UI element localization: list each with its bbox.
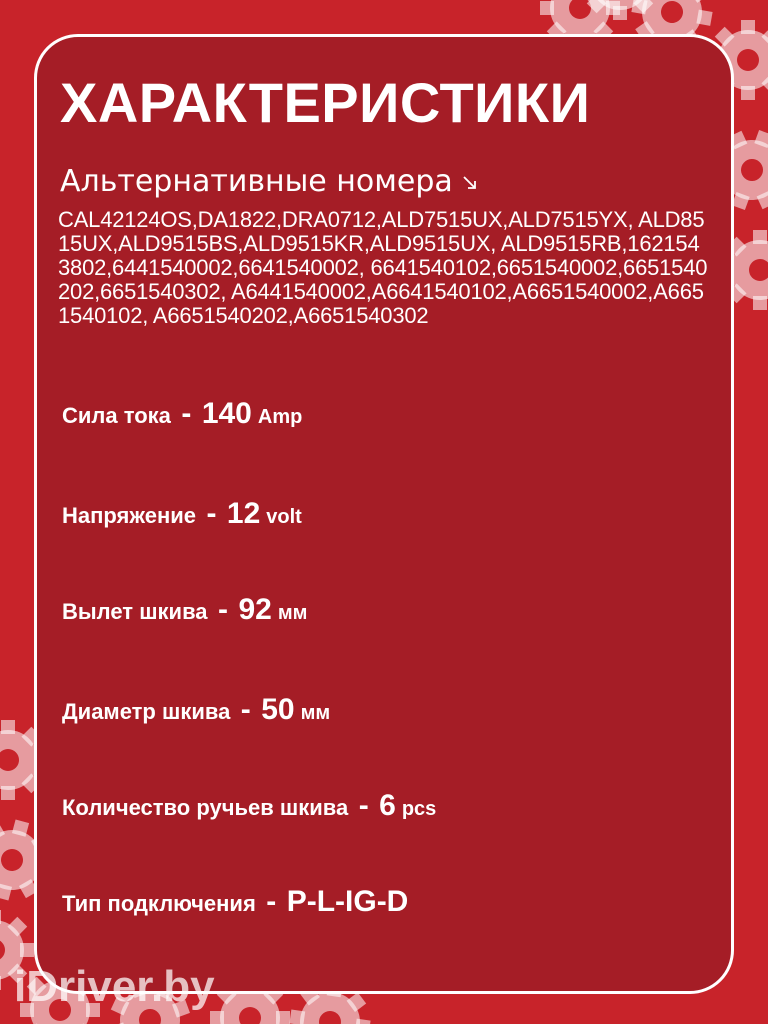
spec-label: Напряжение	[62, 503, 196, 528]
spec-pulley-diameter	[62, 690, 330, 735]
spec-label: Тип подключения	[62, 891, 256, 916]
spec-unit: volt	[266, 506, 302, 528]
spec-current	[62, 394, 302, 439]
arrow-down-right-icon	[463, 176, 477, 190]
spec-pulley-grooves	[62, 786, 436, 831]
spec-separator: -	[218, 593, 228, 626]
spec-label: Диаметр шкива	[62, 699, 231, 724]
spec-unit: Amp	[257, 406, 303, 428]
spec-voltage	[62, 494, 302, 539]
spec-value: 140	[201, 397, 252, 430]
spec-value: 12	[226, 497, 261, 530]
spec-value: 50	[261, 693, 295, 726]
spec-separator: -	[266, 885, 277, 918]
spec-connection-type	[62, 882, 414, 927]
spec-separator: -	[181, 397, 192, 430]
spec-separator: -	[206, 497, 217, 530]
alternative-numbers-heading	[60, 162, 477, 202]
alternative-numbers-heading-text: Альтернативные номера	[60, 164, 453, 199]
spec-label: Сила тока	[62, 403, 171, 428]
spec-unit: мм	[277, 602, 308, 624]
spec-value: 6	[379, 789, 396, 822]
spec-label: Вылет шкива	[62, 599, 208, 624]
spec-value: 92	[238, 593, 272, 626]
spec-unit: мм	[300, 702, 331, 724]
spec-unit: pcs	[401, 798, 437, 820]
spec-pulley-offset	[62, 590, 307, 635]
spec-separator: -	[240, 693, 251, 726]
spec-label: Количество ручьев шкива	[62, 795, 349, 820]
site-watermark: iDriver.by	[14, 962, 215, 1011]
alternative-numbers-list: CAL42124OS,DA1822,DRA0712,ALD7515UX,ALD7515YX, ALD8515UX,ALD9515BS,ALD9515KR,ALD9515UX, ALD9515RB,1621543802,6441540002,6641540002, 6641540102,6651540002,6651540202,6651540302, A6441540002,A6641540102,A6651540002,A6651540102, A6651540202,A6651540302	[58, 207, 708, 328]
spec-value: P-L-IG-D	[286, 885, 409, 918]
page-title: ХАРАКТЕРИСТИКИ	[60, 71, 591, 134]
spec-separator: -	[358, 789, 369, 822]
